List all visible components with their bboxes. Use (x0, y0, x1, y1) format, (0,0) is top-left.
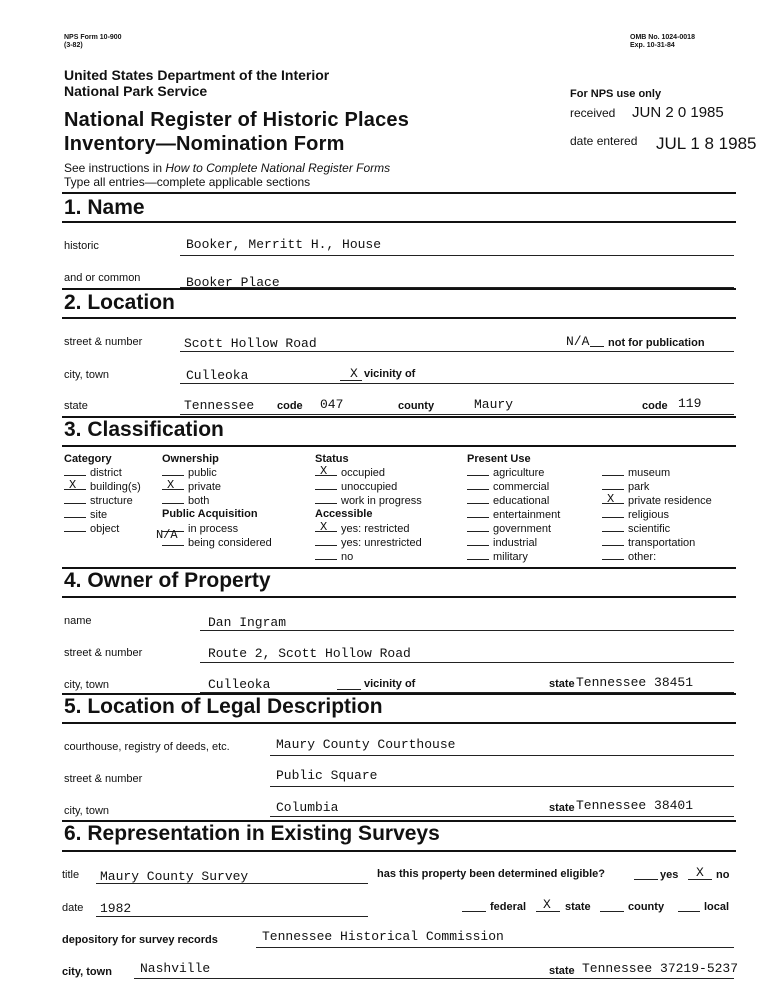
ownership-options (162, 466, 221, 508)
acquisition-option[interactable]: in process (162, 522, 272, 536)
ownership-option[interactable]: public (162, 466, 221, 480)
present-use-option[interactable]: educational (467, 494, 560, 508)
ownership-heading: Ownership (162, 453, 219, 465)
legal-city-label: city, town (64, 805, 110, 817)
city-town-label: city, town (64, 369, 110, 381)
status-option[interactable]: X occupied (315, 466, 422, 480)
eligible-no-label[interactable]: no (716, 869, 730, 881)
county-code-label: code (642, 400, 668, 412)
received-label: received (570, 106, 616, 120)
present-use-option[interactable]: scientific (602, 522, 712, 536)
field-line (634, 879, 658, 880)
field-line (180, 351, 734, 352)
instructions-line1 (64, 161, 390, 175)
public-acquisition-heading: Public Acquisition (162, 508, 258, 520)
historic-label: historic (64, 240, 99, 252)
category-option[interactable]: site (64, 508, 141, 522)
agency-name: National Park Service (64, 83, 208, 99)
department-name: United States Department of the Interior (64, 67, 330, 83)
instructions-prefix: See instructions in (64, 161, 166, 175)
category-option[interactable]: object (64, 522, 141, 536)
section-divider (62, 192, 736, 194)
present-use-options-b (602, 466, 712, 564)
present-use-option[interactable]: commercial (467, 480, 560, 494)
survey-title-value[interactable]: Maury County Survey (100, 869, 249, 884)
common-name-value[interactable]: Booker Place (186, 275, 280, 287)
owner-name-label: name (64, 615, 92, 627)
status-options (315, 466, 422, 508)
county-label: county (398, 400, 435, 412)
street-number-value[interactable]: Scott Hollow Road (184, 336, 317, 351)
date-entered-stamp: JUL 1 8 1985 (656, 134, 757, 153)
field-line (180, 255, 734, 256)
received-stamp: JUN 2 0 1985 (632, 104, 724, 121)
instructions-reference: How to Complete National Register Forms (165, 161, 391, 175)
field-line (180, 383, 734, 384)
section-divider (62, 722, 736, 724)
field-line (600, 911, 624, 912)
owner-street-value[interactable]: Route 2, Scott Hollow Road (208, 646, 411, 661)
ownership-option[interactable]: X private (162, 480, 221, 494)
state-survey-label[interactable]: state (565, 901, 591, 913)
local-survey-label[interactable]: local (704, 901, 730, 913)
street-number-label: street & number (64, 336, 143, 348)
present-use-option[interactable]: religious (602, 508, 712, 522)
ownership-option[interactable]: both (162, 494, 221, 508)
section-divider (62, 221, 736, 223)
accessible-option[interactable]: no (315, 550, 422, 564)
survey-title-label: title (62, 869, 80, 881)
present-use-heading: Present Use (467, 453, 531, 465)
accessible-option[interactable]: X yes: restricted (315, 522, 422, 536)
field-line (134, 978, 734, 979)
present-use-option[interactable]: museum (602, 466, 712, 480)
form-revision: (3-82) (64, 42, 83, 49)
field-line (270, 755, 734, 756)
depository-state-value[interactable]: Tennessee 37219-5237 (582, 961, 739, 976)
state-label: state (64, 400, 88, 412)
courthouse-value[interactable]: Maury County Courthouse (276, 737, 456, 752)
section-divider (62, 317, 736, 319)
present-use-options-a (467, 466, 560, 564)
depository-city-value[interactable]: Nashville (140, 961, 211, 976)
legal-city-value[interactable]: Columbia (276, 800, 339, 815)
field-line (256, 947, 734, 948)
legal-street-value[interactable]: Public Square (276, 768, 378, 783)
owner-city-label: city, town (64, 679, 110, 691)
county-survey-label[interactable]: county (628, 901, 665, 913)
depository-city-label: city, town (62, 966, 112, 978)
present-use-option[interactable]: government (467, 522, 560, 536)
present-use-option[interactable]: park (602, 480, 712, 494)
section-2-title: 2. Location (64, 291, 175, 314)
form-title-line2: Inventory—Nomination Form (64, 133, 345, 155)
eligible-yes-label[interactable]: yes (660, 869, 679, 881)
owner-name-value[interactable]: Dan Ingram (208, 615, 287, 630)
field-line (200, 630, 734, 631)
field-line (200, 662, 734, 663)
section-3-title: 3. Classification (64, 418, 224, 441)
present-use-option[interactable]: other: (602, 550, 712, 564)
section-divider (62, 596, 736, 598)
field-line (96, 916, 368, 917)
section-divider (62, 850, 736, 852)
present-use-option[interactable]: military (467, 550, 560, 564)
section-divider (62, 445, 736, 447)
eligible-no-mark[interactable]: X (696, 865, 704, 880)
field-line (270, 786, 734, 787)
present-use-option[interactable]: entertainment (467, 508, 560, 522)
status-heading: Status (315, 453, 349, 465)
status-option[interactable]: work in progress (315, 494, 422, 508)
instructions-line2: Type all entries—complete applicable sections (64, 175, 311, 189)
omb-number: OMB No. 1024-0018 (630, 34, 695, 41)
section-4-title: 4. Owner of Property (64, 569, 271, 592)
field-line (462, 911, 486, 912)
acquisition-option[interactable]: being considered (162, 536, 272, 550)
field-line (270, 816, 734, 817)
owner-state-value[interactable]: Tennessee 38451 (576, 675, 694, 690)
owner-state-label: state (549, 678, 575, 690)
expiration-date: Exp. 10-31-84 (630, 42, 675, 49)
status-option[interactable]: unoccupied (315, 480, 422, 494)
present-use-option[interactable]: transportation (602, 536, 712, 550)
accessible-heading: Accessible (315, 508, 373, 520)
present-use-option[interactable]: X private residence (602, 494, 712, 508)
present-use-option[interactable]: agriculture (467, 466, 560, 480)
section-5-title: 5. Location of Legal Description (64, 695, 383, 718)
federal-label[interactable]: federal (490, 901, 527, 913)
section-1-title: 1. Name (64, 196, 145, 219)
owner-vicinity-label: vicinity of (364, 678, 416, 690)
section-6-title: 6. Representation in Existing Surveys (64, 822, 440, 845)
vicinity-checkmark[interactable]: X (350, 366, 358, 381)
depository-value[interactable]: Tennessee Historical Commission (262, 929, 504, 944)
category-heading: Category (64, 453, 112, 465)
vicinity-label: vicinity of (364, 368, 416, 380)
form-number: NPS Form 10-900 (64, 34, 122, 41)
accessible-options (315, 522, 422, 564)
category-option[interactable]: district (64, 466, 141, 480)
depository-label: depository for survey records (62, 934, 218, 946)
county-code-value[interactable]: 119 (678, 396, 702, 411)
acquisition-na-value: N/A (156, 528, 178, 542)
legal-state-label: state (549, 802, 575, 814)
category-option[interactable]: structure (64, 494, 141, 508)
legal-state-value[interactable]: Tennessee 38401 (576, 798, 694, 813)
field-line (180, 414, 734, 415)
depository-state-label: state (549, 965, 575, 977)
category-options (64, 466, 141, 536)
field-line (96, 883, 368, 884)
nps-use-label: For NPS use only (570, 88, 662, 100)
historic-name-value[interactable]: Booker, Merritt H., House (186, 237, 382, 252)
code-label: code (277, 400, 303, 412)
not-for-publication-label: not for publication (608, 337, 705, 349)
section-divider (62, 288, 736, 290)
present-use-option[interactable]: industrial (467, 536, 560, 550)
date-entered-label: date entered (570, 134, 638, 148)
acquisition-options (162, 522, 272, 550)
state-code-value[interactable]: 047 (320, 397, 344, 412)
courthouse-label: courthouse, registry of deeds, etc. (64, 741, 230, 753)
state-survey-mark[interactable]: X (543, 897, 551, 912)
eligibility-question: has this property been determined eligible? (377, 868, 605, 880)
survey-date-label: date (62, 902, 84, 914)
accessible-option[interactable]: yes: unrestricted (315, 536, 422, 550)
survey-date-value[interactable]: 1982 (100, 901, 132, 916)
field-line (678, 911, 700, 912)
owner-city-value[interactable]: Culleoka (208, 677, 271, 692)
category-option[interactable]: X building(s) (64, 480, 141, 494)
field-line (590, 346, 604, 347)
owner-street-label: street & number (64, 647, 143, 659)
county-value[interactable]: Maury (474, 397, 514, 412)
form-title-line1: National Register of Historic Places (64, 109, 410, 131)
field-line (337, 689, 361, 690)
not-for-publication-value[interactable]: N/A (566, 334, 590, 349)
common-name-label: and or common (64, 272, 141, 284)
state-value[interactable]: Tennessee (184, 398, 255, 413)
legal-street-label: street & number (64, 773, 143, 785)
city-town-value[interactable]: Culleoka (186, 368, 249, 383)
